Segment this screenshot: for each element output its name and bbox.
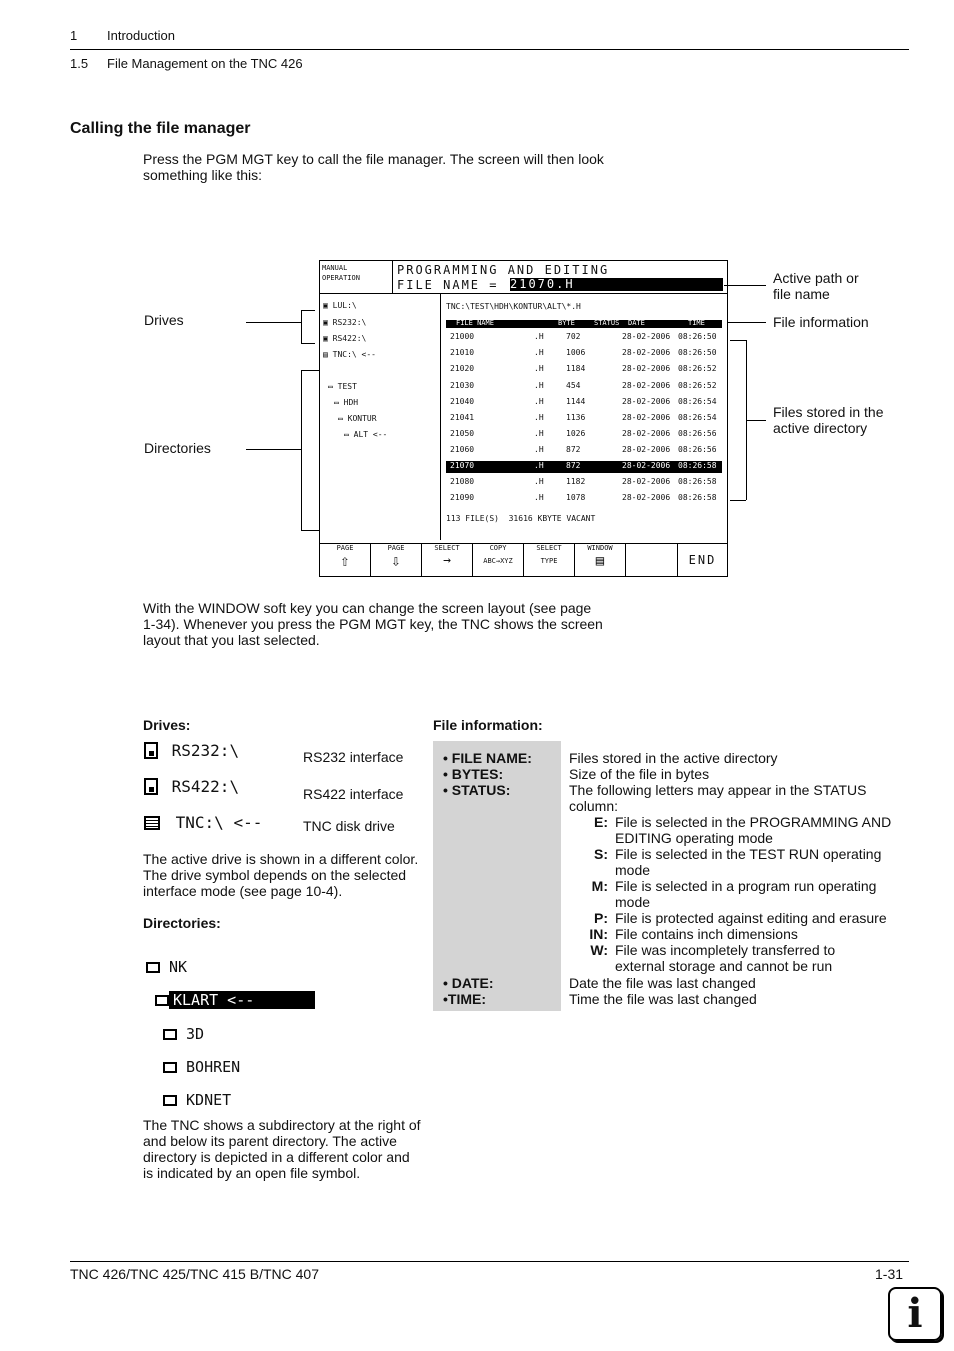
copy-icon: ABC→XYZ — [483, 557, 513, 565]
dir-label-active: KLART <-- — [169, 991, 315, 1009]
softkey-label: SELECT — [536, 544, 562, 552]
file-name: 21040 — [450, 397, 475, 406]
status-desc: File contains inch dimensions — [615, 926, 798, 942]
softkey-page-down[interactable] — [371, 544, 422, 577]
fi-label-date: • DATE: — [443, 975, 494, 991]
column-header-bar — [446, 320, 722, 328]
info-icon: i — [888, 1287, 942, 1341]
callout-files-stored — [773, 404, 884, 436]
callout-directories: Directories — [144, 440, 211, 456]
status-desc: File is selected in the PROGRAMMING AND — [615, 814, 892, 830]
fi-label-bytes: • BYTES: — [443, 766, 504, 782]
select-type-icon: TYPE — [540, 557, 558, 565]
softkey-page-up[interactable] — [320, 544, 371, 577]
status-key: P: — [594, 910, 608, 926]
drive-desc-tnc: TNC disk drive — [303, 818, 395, 834]
file-time: 08:26:58 — [678, 493, 717, 502]
drive-desc-rs422: RS422 interface — [303, 786, 404, 802]
file-bytes: 702 — [566, 332, 581, 341]
note-line: The TNC shows a subdirectory at the right of — [143, 1117, 421, 1133]
file-time: 08:26:52 — [678, 364, 717, 373]
fi-desc-file-name: Files stored in the active directory — [569, 750, 778, 766]
tnc-screen — [319, 260, 728, 577]
panel-divider — [440, 293, 441, 540]
note-line: The drive symbol depends on the selected — [143, 867, 407, 883]
dir-klart — [155, 991, 315, 1009]
fi-desc-status-cont: column: — [569, 798, 619, 814]
fi-desc-time: Time the file was last changed — [569, 991, 757, 1007]
file-row[interactable] — [446, 348, 722, 360]
fi-label-file-name: • FILE NAME: — [443, 750, 532, 766]
file-ext: .H — [534, 364, 544, 373]
file-date: 28-02-2006 — [622, 461, 671, 470]
file-bytes: 872 — [566, 461, 581, 470]
fi-label-status: • STATUS: — [443, 782, 511, 798]
mode-box — [320, 261, 393, 294]
softkey-label: WINDOW — [587, 544, 613, 552]
leader-drives — [246, 322, 301, 323]
file-bytes: 1184 — [566, 364, 586, 373]
file-name: 21020 — [450, 364, 475, 373]
dir-kdnet — [163, 1091, 231, 1109]
status-desc: mode — [615, 862, 651, 878]
bracket-directories — [301, 370, 302, 530]
file-row[interactable] — [446, 413, 722, 425]
col-header-time: TIME — [688, 319, 705, 327]
file-row[interactable] — [446, 364, 722, 376]
dir-test[interactable]: ▭ TEST — [328, 382, 357, 391]
status-desc: mode — [615, 894, 651, 910]
select-arrow-icon: → — [443, 553, 451, 568]
folder-icon — [163, 1062, 177, 1073]
file-bytes: 872 — [566, 445, 581, 454]
intro-line: Press the PGM MGT key to call the file manager. The screen will then look — [143, 151, 604, 167]
drive-code: RS232:\ — [171, 741, 240, 760]
file-time: 08:26:56 — [678, 429, 717, 438]
file-date: 28-02-2006 — [622, 397, 671, 406]
drive-rs232-symbol — [144, 741, 239, 760]
fi-desc-date: Date the file was last changed — [569, 975, 756, 991]
note-line: is indicated by an open file symbol. — [143, 1165, 361, 1181]
file-ext: .H — [534, 397, 544, 406]
file-ext: .H — [534, 477, 544, 486]
dir-label: NK — [169, 958, 188, 976]
drive-rs422-symbol — [144, 777, 239, 796]
file-bytes: 1136 — [566, 413, 586, 422]
note-line: The active drive is shown in a different color. — [143, 851, 419, 867]
file-row[interactable] — [446, 397, 722, 409]
file-time: 08:26:56 — [678, 445, 717, 454]
drive-lul[interactable]: ▣ LUL:\ — [323, 301, 357, 310]
status-key: E: — [594, 814, 608, 830]
file-name-value: 21070.H — [510, 278, 723, 291]
dir-bohren — [163, 1058, 240, 1076]
footer-left: TNC 426/TNC 425/TNC 415 B/TNC 407 — [70, 1266, 319, 1282]
dir-label: KDNET — [186, 1091, 232, 1109]
screen-title: PROGRAMMING AND EDITING — [397, 263, 610, 277]
chapter-number: 1 — [70, 28, 78, 43]
bracket-dir-bottom — [301, 530, 319, 531]
bracket-dir-top — [301, 370, 319, 371]
col-header-byte: BYTE — [558, 319, 575, 327]
softkey-bar — [320, 544, 727, 577]
folder-icon — [163, 1029, 177, 1040]
section-title: File Management on the TNC 426 — [107, 56, 303, 71]
screen-divider — [320, 293, 727, 294]
file-ext: .H — [534, 429, 544, 438]
window-para-line: layout that you last selected. — [143, 632, 320, 648]
drive-code: RS422:\ — [171, 777, 240, 796]
file-row[interactable] — [446, 461, 722, 473]
fi-label-time: •TIME: — [443, 991, 487, 1007]
bracket-files-bottom — [730, 500, 746, 501]
file-name-prefix: FILE NAME = — [397, 278, 499, 292]
note-line: interface mode (see page 10-4). — [143, 883, 343, 899]
leader-file-info — [728, 322, 766, 323]
drive-code: TNC:\ <-- — [175, 813, 263, 832]
drives-note — [143, 851, 418, 899]
file-name: 21050 — [450, 429, 475, 438]
file-ext: .H — [534, 381, 544, 390]
drive-rs422[interactable]: ▣ RS422:\ — [323, 334, 367, 343]
file-ext: .H — [534, 493, 544, 502]
drive-tnc-symbol — [144, 813, 262, 832]
status-desc: external storage and cannot be run — [615, 958, 833, 974]
file-ext: .H — [534, 413, 544, 422]
intro-line: something like this: — [143, 167, 263, 183]
fi-desc-bytes: Size of the file in bytes — [569, 766, 710, 782]
file-date: 28-02-2006 — [622, 493, 671, 502]
file-row[interactable] — [446, 381, 722, 393]
softkey-empty[interactable] — [626, 544, 678, 577]
callout-active-path — [773, 270, 859, 302]
directories-title: Directories: — [143, 915, 221, 931]
mode-line: OPERATION — [322, 274, 360, 282]
file-time: 08:26:58 — [678, 461, 717, 470]
note-line: and below its parent directory. The active — [143, 1133, 397, 1149]
softkey-label: PAGE — [336, 544, 354, 552]
leader-files — [746, 420, 766, 421]
bracket-drives-bottom — [301, 343, 315, 344]
bracket-drives — [301, 310, 302, 344]
softkey-select-type[interactable] — [524, 544, 575, 577]
active-path: TNC:\TEST\HDH\KONTUR\ALT\*.H — [446, 302, 581, 311]
file-date: 28-02-2006 — [622, 429, 671, 438]
dir-label: 3D — [186, 1025, 205, 1043]
file-bytes: 1026 — [566, 429, 586, 438]
disk-icon — [144, 778, 158, 795]
softkey-label: COPY — [489, 544, 507, 552]
drive-rs232[interactable]: ▣ RS232:\ — [323, 318, 367, 327]
status-desc: File is selected in the TEST RUN operating — [615, 846, 882, 862]
file-row[interactable] — [446, 493, 722, 505]
callout-line: active directory — [773, 420, 868, 436]
file-time: 08:26:54 — [678, 413, 717, 422]
arrow-down-icon: ⇩ — [391, 551, 401, 570]
softkey-window[interactable] — [575, 544, 626, 577]
file-date: 28-02-2006 — [622, 381, 671, 390]
col-header-date: DATE — [628, 319, 645, 327]
softkey-label: PAGE — [387, 544, 405, 552]
file-date: 28-02-2006 — [622, 413, 671, 422]
leader-directories — [246, 449, 301, 450]
file-time: 08:26:58 — [678, 477, 717, 486]
folder-icon — [163, 1095, 177, 1106]
file-bytes: 1182 — [566, 477, 586, 486]
drive-tnc[interactable]: ▤ TNC:\ <-- — [323, 350, 376, 359]
dir-hdh[interactable]: ▭ HDH — [334, 398, 359, 407]
status-key: IN: — [589, 926, 608, 942]
dir-3d — [163, 1025, 204, 1043]
file-name: 21000 — [450, 332, 475, 341]
callout-drives: Drives — [144, 312, 184, 328]
note-line: directory is depicted in a different color and — [143, 1149, 410, 1165]
file-name: 21090 — [450, 493, 475, 502]
file-name: 21030 — [450, 381, 475, 390]
mode-line: MANUAL — [322, 264, 348, 272]
file-time: 08:26:54 — [678, 397, 717, 406]
file-name: 21010 — [450, 348, 475, 357]
callout-file-info: File information — [773, 314, 869, 330]
fi-desc-status: The following letters may appear in the STATUS — [569, 782, 867, 798]
header-rule — [70, 49, 909, 50]
status-key: W: — [590, 942, 608, 958]
footer-page-number: 1-31 — [875, 1266, 904, 1282]
window-para-line: With the WINDOW soft key you can change the screen layout (see page — [143, 600, 592, 616]
status-desc: File is selected in a program run operating — [615, 878, 877, 894]
chapter-title: Introduction — [107, 28, 175, 43]
file-row[interactable] — [446, 477, 722, 489]
file-date: 28-02-2006 — [622, 332, 671, 341]
file-row[interactable] — [446, 429, 722, 441]
drives-title: Drives: — [143, 717, 191, 733]
file-row[interactable] — [446, 332, 722, 344]
dir-nk — [146, 958, 187, 976]
file-name: 21070 — [450, 461, 475, 470]
callout-line: Active path or — [773, 270, 859, 286]
arrow-up-icon: ⇧ — [340, 551, 350, 570]
file-row[interactable] — [446, 445, 722, 457]
window-icon: ▤ — [595, 553, 605, 569]
file-date: 28-02-2006 — [622, 364, 671, 373]
free-space-line: 113 FILE(S) 31616 KBYTE VACANT — [446, 514, 596, 523]
file-time: 08:26:50 — [678, 332, 717, 341]
file-bytes: 1078 — [566, 493, 586, 502]
file-bytes: 1006 — [566, 348, 586, 357]
drive-desc-rs232: RS232 interface — [303, 749, 404, 765]
col-header-status: STATUS — [594, 319, 620, 327]
file-ext: .H — [534, 445, 544, 454]
disk-icon — [144, 742, 158, 759]
directories-note — [143, 1117, 421, 1181]
callout-line: file name — [773, 286, 830, 302]
file-info-title: File information: — [433, 717, 543, 733]
file-name: 21041 — [450, 413, 475, 422]
bracket-files-top — [730, 340, 746, 341]
leader-active-path — [724, 285, 766, 286]
file-date: 28-02-2006 — [622, 348, 671, 357]
hard-disk-icon — [144, 816, 160, 830]
softkey-end[interactable]: END — [688, 553, 717, 567]
file-name: 21060 — [450, 445, 475, 454]
bracket-drives-top — [301, 310, 315, 311]
file-time: 08:26:50 — [678, 348, 717, 357]
file-ext: .H — [534, 461, 544, 470]
file-name: 21080 — [450, 477, 475, 486]
dir-kontur[interactable]: ▭ KONTUR — [338, 414, 377, 423]
window-paragraph — [143, 600, 603, 648]
file-date: 28-02-2006 — [622, 477, 671, 486]
dir-alt[interactable]: ▭ ALT <-- — [344, 430, 388, 439]
softkey-copy[interactable] — [473, 544, 524, 577]
window-para-line: 1-34). Whenever you press the PGM MGT key, the TNC shows the screen — [143, 616, 603, 632]
status-key: M: — [591, 878, 608, 894]
folder-icon — [146, 962, 160, 973]
softkey-select[interactable] — [422, 544, 473, 577]
status-desc: EDITING operating mode — [615, 830, 773, 846]
status-desc: File was incompletely transferred to — [615, 942, 836, 958]
folder-open-icon — [155, 995, 169, 1006]
file-date: 28-02-2006 — [622, 445, 671, 454]
col-header-name: FILE NAME — [456, 319, 494, 327]
callout-line: Files stored in the — [773, 404, 884, 420]
dir-label: BOHREN — [186, 1058, 241, 1076]
file-time: 08:26:52 — [678, 381, 717, 390]
intro-paragraph — [143, 151, 604, 183]
footer-rule — [70, 1261, 909, 1262]
file-ext: .H — [534, 348, 544, 357]
softkey-label: SELECT — [434, 544, 460, 552]
status-desc: File is protected against editing and erasure — [615, 910, 887, 926]
page-heading: Calling the file manager — [70, 120, 251, 137]
file-ext: .H — [534, 332, 544, 341]
file-bytes: 454 — [566, 381, 581, 390]
file-bytes: 1144 — [566, 397, 586, 406]
status-key: S: — [594, 846, 608, 862]
section-number: 1.5 — [70, 56, 89, 71]
